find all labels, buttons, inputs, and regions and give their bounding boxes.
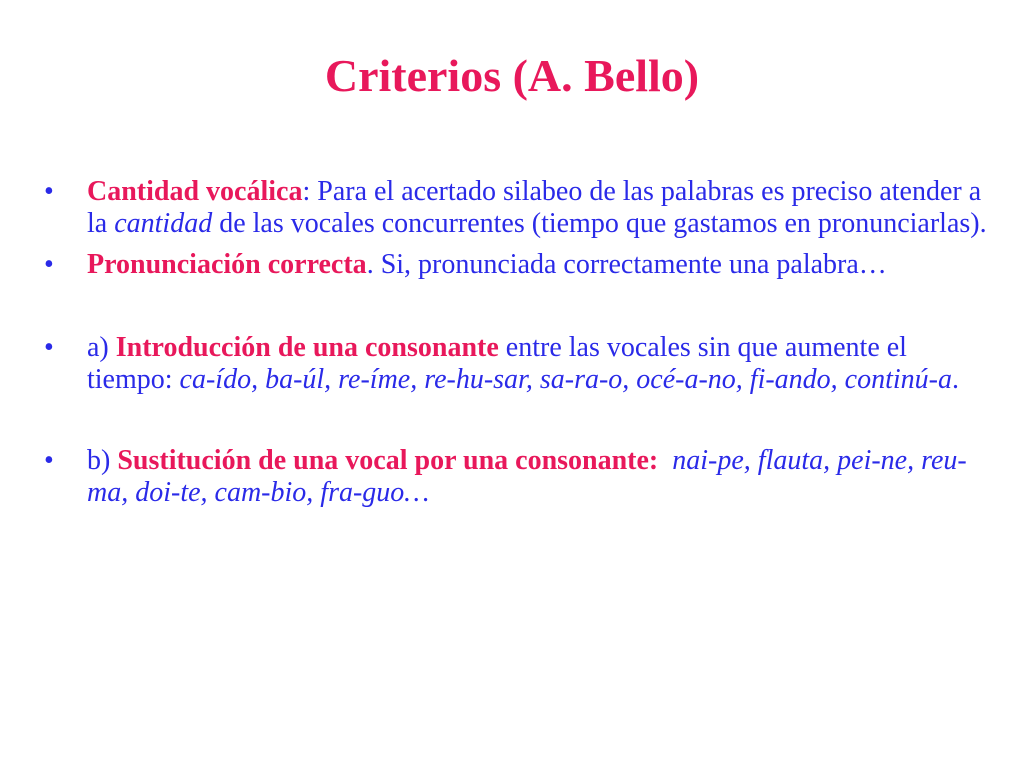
bullet-prefix: a): [87, 332, 116, 363]
bullet-dot-icon: •: [44, 176, 54, 207]
bullet-examples: ca-ído, ba-úl, re-íme, re-hu-sar, sa-ra-o, océ-a-no, fi-ando, continú-a: [179, 364, 952, 395]
bullet-term: Cantidad vocálica: [87, 176, 303, 207]
bullet-dot-icon: •: [44, 332, 54, 363]
bullet-end: .: [951, 364, 959, 395]
bullet-dot-icon: •: [44, 249, 54, 280]
bullet-examples: nai-pe, flauta, pei-ne, reu-ma, doi-te, cam-bio, fra-guo…: [87, 445, 967, 508]
bullet-cantidad-vocalica: [44, 176, 994, 240]
bullet-gap: [658, 445, 672, 476]
bullet-italic-word: cantidad: [114, 208, 213, 239]
bullet-term: Pronunciación correcta: [87, 249, 367, 280]
bullet-introduccion-consonante: [44, 332, 994, 396]
bullet-dot-icon: •: [44, 445, 54, 476]
bullet-pronunciacion-correcta: [44, 249, 994, 281]
bullet-term: Introducción de una consonante: [115, 332, 499, 363]
bullet-list: [44, 176, 994, 509]
bullet-text-rest: de las vocales concurrentes (tiempo que gastamos en pronunciarlas).: [212, 208, 987, 239]
bullet-term: Sustitución de una vocal por una consonante:: [117, 445, 659, 476]
bullet-text: : Para el acertado silabeo de las palabras es preciso atender a la: [87, 176, 982, 239]
slide-title: Criterios (A. Bello): [324, 50, 700, 101]
bullet-sustitucion-vocal: [44, 445, 994, 509]
bullet-text: entre las vocales sin que aumente el tiempo:: [87, 332, 907, 395]
bullet-text-rest: . Si, pronunciada correctamente una palabra…: [366, 249, 887, 280]
bullet-prefix: b): [87, 445, 118, 476]
